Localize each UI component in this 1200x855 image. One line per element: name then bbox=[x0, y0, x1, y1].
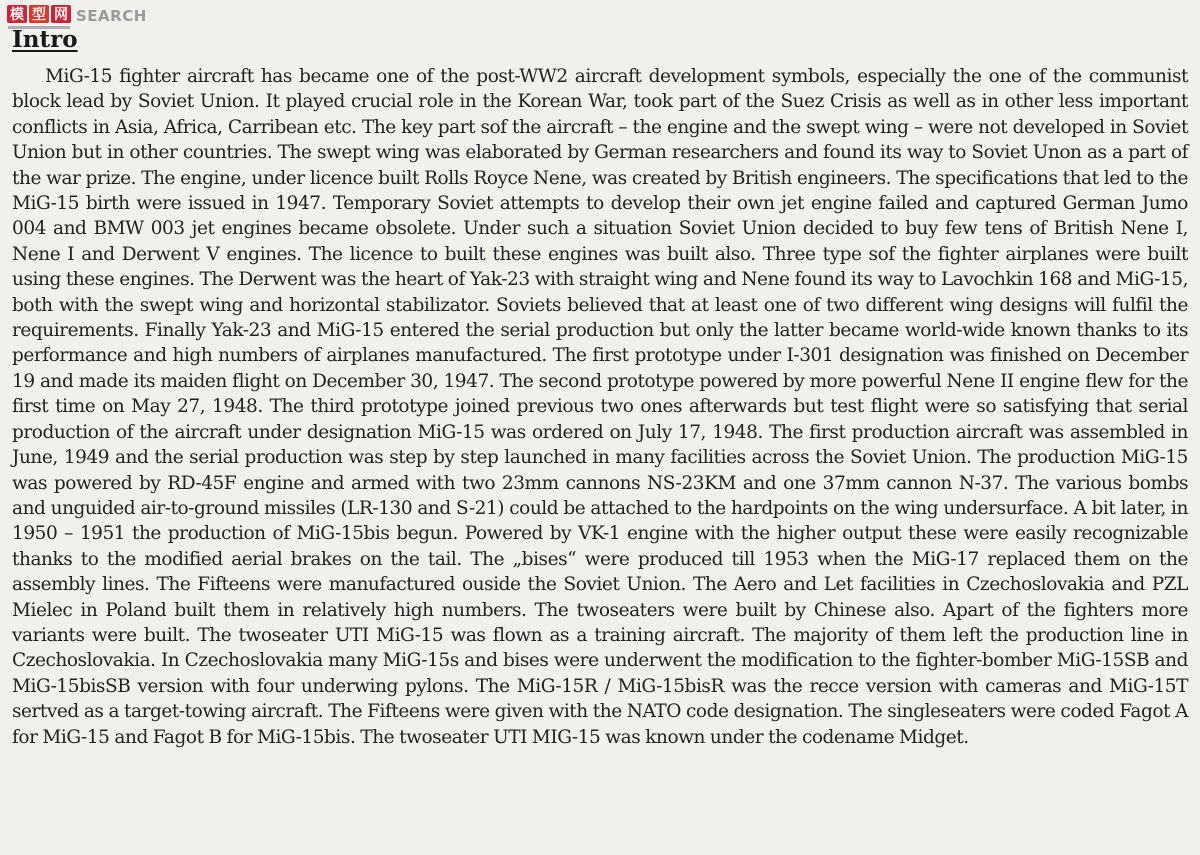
body-paragraph: MiG-15 fighter aircraft has became one of the post-WW2 aircraft development symbols, especially the one of the communist block lead by Soviet Union. It played crucial role in the Korean War, took part of the Suez Crisis as well as in other less important conflicts in Asia, Africa, Carribean etc. The key part sof the aircraft – the engine and the swept wing – were not developed in Soviet Union but in other countries. The swept wing was elaborated by German researchers and found its way to Soviet Unon as a part of the war prize. The engine, under licence built Rolls Royce Nene, was created by British engineers. The specifications that led to the MiG-15 birth were issued in 1947. Temporary Soviet attempts to develop their own jet engine failed and captured German Jumo 004 and BMW 003 jet engines became obsolete. Under such a situation Soviet Union decided to buy few tens of British Nene I, Nene I and Derwent V engines. The licence to built these engines was built also. Three type sof the fighter airplanes were built using these engines. The Derwent was the heart of Yak-23 with straight wing and Nene found its way to Lavochkin 168 and MiG-15, both with the swept wing and horizontal stabilizator. Soviets believed that at least one of two different wing designs will fulfil the requirements. Finally Yak-23 and MiG-15 entered the serial production but only the latter became world-wide known thanks to its performance and high numbers of airplanes manufactured. The first prototype under I-301 designation was finished on December 19 and made its maiden flight on December 30, 1947. The second prototype powered by more powerful Nene II engine flew for the first time on May 27, 1948. The third prototype joined previous two ones afterwards but test flight were so satisfying that serial production of the aircraft under designation MiG-15 was ordered on July 17, 1948. The first production aircraft was assembled in June, 1949 and the serial production was step by step launched in many facilities across the Soviet Union. The production MiG-15 was powered by RD-45F engine and armed with two 23mm cannons NS-23KM and one 37mm cannon N-37. The various bombs and unguided air-to-ground missiles (LR-130 and S-21) could be attached to the hardpoints on the wing undersurface. A bit later, in 1950 – 1951 the production of MiG-15bis begun. Powered by VK-1 engine with the higher output these were easily recognizable thanks to the modified aerial brakes on the tail. The „bises“ were produced till 1953 when the MiG-17 replaced them on the assembly lines. The Fifteens were manufactured ouside the Soviet Union. The Aero and Let facilities in Czechoslovakia and PZL Mielec in Poland built them in relatively high numbers. The twoseaters were built by Chinese also. Apart of the fighters more variants were built. The twoseater UTI MiG-15 was flown as a training aircraft. The majority of them left the production line in Czechoslovakia. In Czechoslovakia many MiG-15s and bises were underwent the modification to the fighter-bomber MiG-15SB and MiG-15bisSB version with four underwing pylons. The MiG-15R / MiG-15bisR was the recce version with cameras and MiG-15T sertved as a target-towing aircraft. The Fifteens were given with the NATO code designation. The singleseaters were coded Fagot A for MiG-15 and Fagot B for MiG-15bis. The twoseater UTI MIG-15 was known under the codename Midget. bbox=[12, 66, 1188, 748]
svg-text:模: 模 bbox=[10, 7, 24, 23]
section-heading: Intro bbox=[12, 26, 78, 53]
svg-text:网: 网 bbox=[54, 7, 68, 23]
svg-text:型: 型 bbox=[32, 7, 46, 23]
watermark-search-label: SEARCH bbox=[76, 7, 147, 25]
